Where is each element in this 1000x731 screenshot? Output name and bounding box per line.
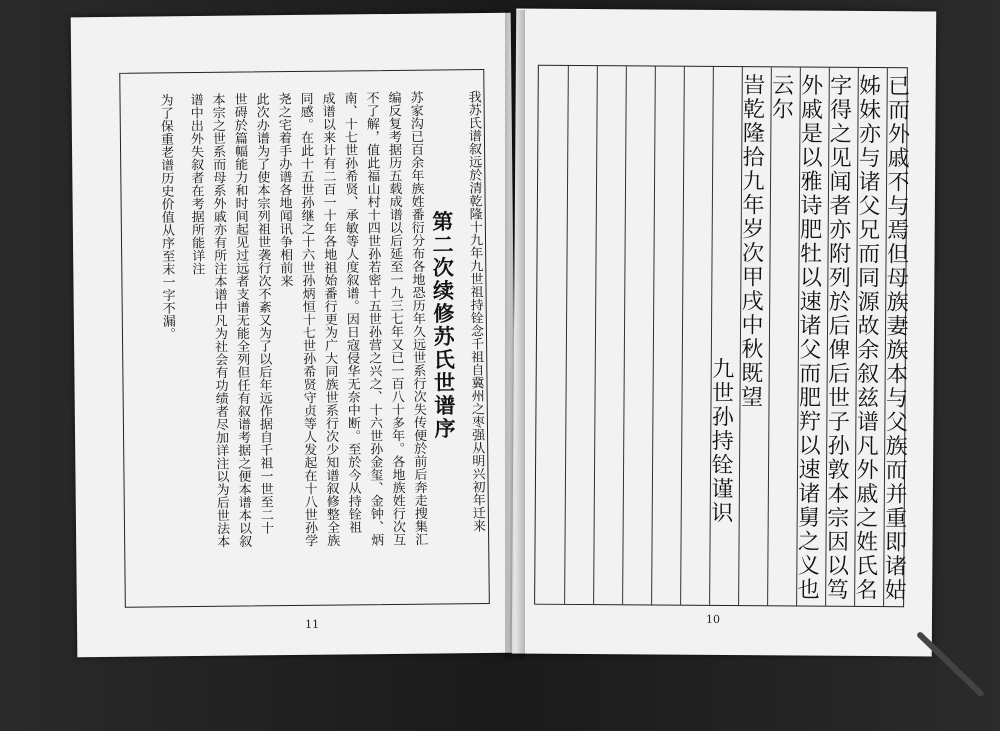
text-column: 云尔 [768,73,794,122]
column-rule [680,67,685,605]
page-number: 11 [304,617,320,631]
book-gutter [505,10,525,660]
section-title: 第二次续修苏氏世谱序 [429,210,458,441]
text-column: 姊妹亦与诸父兄而同源故余叙兹谱凡外戚之姓氏名 [852,73,881,603]
paragraph-line: 同感。在此十五世孙继之十六世孙炳恒十七世孙希贤守贞等人发起在十八世孙学 [297,91,318,547]
signature: 九世孙持铨谨识 [707,356,734,526]
page-number: 10 [705,612,721,626]
paragraph-line: 为了保重老谱历史价值从序至末一字不漏。 [157,93,176,341]
paragraph-line: 编反复考据历五载成谱以后延至一九三七年又已一百八十多年。各地族姓行次互 [385,90,406,547]
column-rule [564,66,569,604]
paragraph-line: 不了解，值此福山村十四世孙若密十五世孙营之兴之、十六世孙金玺、金钟、炳 [363,91,384,547]
paragraph-line: 本宗之世系而母系外戚亦有所注本谱中凡为社会有功绩者尽加详注以为后世法本 [209,92,230,548]
left-text-frame [119,69,490,608]
text-column: 字得之见闻者亦附列於后俾后世子孙敦本宗因以笃 [823,73,852,602]
right-page [512,9,936,657]
right-text-frame [534,65,908,608]
paragraph-line: 世碍於篇幅能力和时间起见过远者支谱无能全列但任有叙谱考据之便本谱本以叙 [231,92,252,548]
paragraph-line: 我苏氏谱叙远於清乾隆十九年九世祖持铨念千祖自冀州之枣强从明兴初年迁来 [465,90,486,533]
text-column: 已而外戚不与焉但母族妻族本与父族而并重即诸姑 [881,74,910,603]
paragraph-line: 此次办谱为了使本宗列祖世袭行次不紊又为了以后年远作据自千祖一世至二十 [253,92,274,535]
column-rule [767,67,772,605]
date-column: 旹乾隆拾九年岁次甲戌中秋既望 [737,73,765,410]
paragraph-line: 南、十七世孙希贤、承敏等人度叙谱。因日寇侵华无奈中断。至於今从持铨祖 [341,91,362,534]
column-rule [651,67,656,605]
paragraph-line: 苏家沟已百余年族姓番衍分布各地恐历年久远世系行次失传便於前后奔走搜集汇 [407,90,428,546]
text-column: 外戚是以雅诗肥牡以速诸父而肥羜以速诸舅之义也 [794,73,823,602]
paragraph-line: 成谱以来计有二百一十年各地祖始番行更为广大同族世系行次少知谱叙修整全族 [319,91,340,547]
paragraph-line: 谱中出外失叙者在考据所能详注 [187,92,205,276]
left-page [71,13,518,658]
column-rule [593,66,598,604]
column-rule [622,66,627,604]
paragraph-line: 尧之宅着手办谱各地闻讯争相前来 [275,92,293,288]
